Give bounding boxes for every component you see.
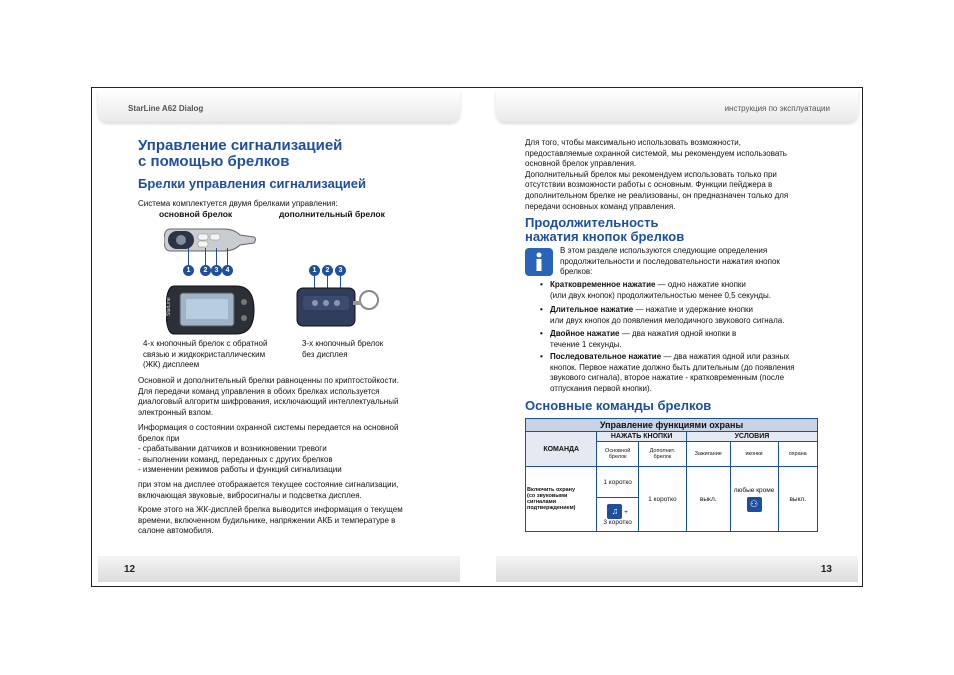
col-command: КОМАНДА xyxy=(526,432,597,467)
left-page-number: 12 xyxy=(124,564,136,575)
main-button-number: 3 xyxy=(211,265,222,276)
row-icons: любые кроме ⚇ xyxy=(730,467,778,532)
main-button-number: 2 xyxy=(200,265,211,276)
commands-table xyxy=(525,418,818,532)
commands-title: Основные команды брелков xyxy=(525,398,712,413)
left-title: Управление сигнализацией с помощью брелков xyxy=(138,137,343,170)
paragraph-status: Информация о состоянии охранной системы передается на основной брелок при - срабатывании датчиков и возникновении тревоги - выполнении команд, переданных с других брелков - изменении режимов работы и функций сигнализации xyxy=(138,423,399,475)
key-icon: ⚇ xyxy=(747,497,762,512)
definition-long-press: • Длительное нажатие — нажатие и удержание кнопки или двух кнопок до появления мелодичного звукового сигнала. xyxy=(540,305,785,325)
left-header-text: StarLine A62 Dialog xyxy=(128,104,204,113)
right-header-text: инструкция по эксплуатации xyxy=(724,104,830,113)
left-subtitle: Брелки управления сигнализацией xyxy=(138,176,367,191)
definition-sequential-press: • Последовательное нажатие — два нажатия одной или разных кнопок. Первое нажатие должно быть длительным (до появления звукового сигнала), второе нажатие - кратковременным (после отпускания первой кнопки). xyxy=(540,352,795,393)
col-conditions: УСЛОВИЯ xyxy=(686,432,817,442)
left-footer xyxy=(98,556,460,582)
paragraph-crypto: Основной и дополнительный брелки равноценны по криптостойкости. Для передачи команд управления в обоих брелках используется диалоговый алгоритм шифрования, исключающий интеллектуальный электронный взлом. xyxy=(138,376,399,417)
aux-fob-label: дополнительный брелок xyxy=(279,209,385,219)
row-guard: выкл. xyxy=(778,467,817,532)
aux-button-number: 1 xyxy=(309,265,320,276)
left-intro: Система комплектуется двумя брелками управления: xyxy=(138,199,338,208)
info-text: В этом разделе используются следующие определения продолжительности и последовательности нажатия кнопок брелков: xyxy=(560,246,780,277)
right-page-header xyxy=(496,90,858,122)
table-title: Управление функциями охраны xyxy=(526,419,818,432)
paragraph-lcd: Кроме этого на ЖК-дисплей брелка выводится информация о текущем времени, включенном будильнике, напряжении АКБ и температуре в салоне автомобиля. xyxy=(138,505,403,536)
sub-guard: охрана xyxy=(778,442,817,467)
sub-aux-fob: Дополнит. брелок xyxy=(638,442,686,467)
sub-icons: иконки xyxy=(730,442,778,467)
aux-button-number: 3 xyxy=(335,265,346,276)
paragraph-display: при этом на дисплее отображается текущее состояние сигнализации, включающая звуковые, вибросигналы и подсветка дисплея. xyxy=(138,480,399,500)
definition-double-press: • Двойное нажатие — два нажатия одной кнопки в течение 1 секунды. xyxy=(540,329,737,349)
svg-text:StarLine: StarLine xyxy=(166,297,172,316)
col-press: НАЖАТЬ КНОПКИ xyxy=(597,432,687,442)
main-fob-front-image xyxy=(166,284,256,336)
main-fob-label: основной брелок xyxy=(159,209,233,219)
right-intro: Для того, чтобы максимально использовать возможности, предоставляемые охранной системой, мы рекомендуем использовать основной брелок управления. Дополнительный брелок мы рекомендуем использовать только при отсутствии возможности работы с основным. Функции пейджера в дополнительном брелке не реализованы, он предназначен только для передачи основных команд управления. xyxy=(525,138,789,211)
row-aux: 1 коротко xyxy=(638,467,686,532)
row-command: Включить охрану (со звуковыми сигналами подтверждением) xyxy=(526,467,597,532)
main-button-number: 4 xyxy=(222,265,233,276)
main-fob-side-image xyxy=(164,225,259,255)
left-page-header xyxy=(98,90,460,122)
button-icon: ♫ xyxy=(607,504,622,519)
right-page-number: 13 xyxy=(820,564,832,575)
sub-main-fob: Основной брелок xyxy=(597,442,639,467)
definition-short-press: • Кратковременное нажатие — одно нажатие кнопки (или двух кнопок) продолжительностью менее 0,5 секунды. xyxy=(540,280,771,300)
aux-fob-description: 3-х кнопочный брелок без дисплея xyxy=(302,339,384,359)
manual-spread xyxy=(91,87,863,587)
aux-button-number: 2 xyxy=(322,265,333,276)
main-fob-description: 4-х кнопочный брелок с обратной связью и жидкокристаллическим (ЖК) дисплеем xyxy=(143,339,268,370)
sub-ignition: Зажигание xyxy=(686,442,730,467)
right-footer xyxy=(496,556,858,582)
row-main-2: ♫ + 3 коротко xyxy=(597,498,639,532)
main-button-number: 1 xyxy=(183,265,194,276)
duration-title: Продолжительность нажатия кнопок брелков xyxy=(525,215,685,244)
info-icon xyxy=(525,248,553,276)
aux-fob-image xyxy=(295,284,385,330)
row-ignition: выкл. xyxy=(686,467,730,532)
table-row xyxy=(526,467,818,498)
row-main-1: 1 коротко xyxy=(597,467,639,498)
